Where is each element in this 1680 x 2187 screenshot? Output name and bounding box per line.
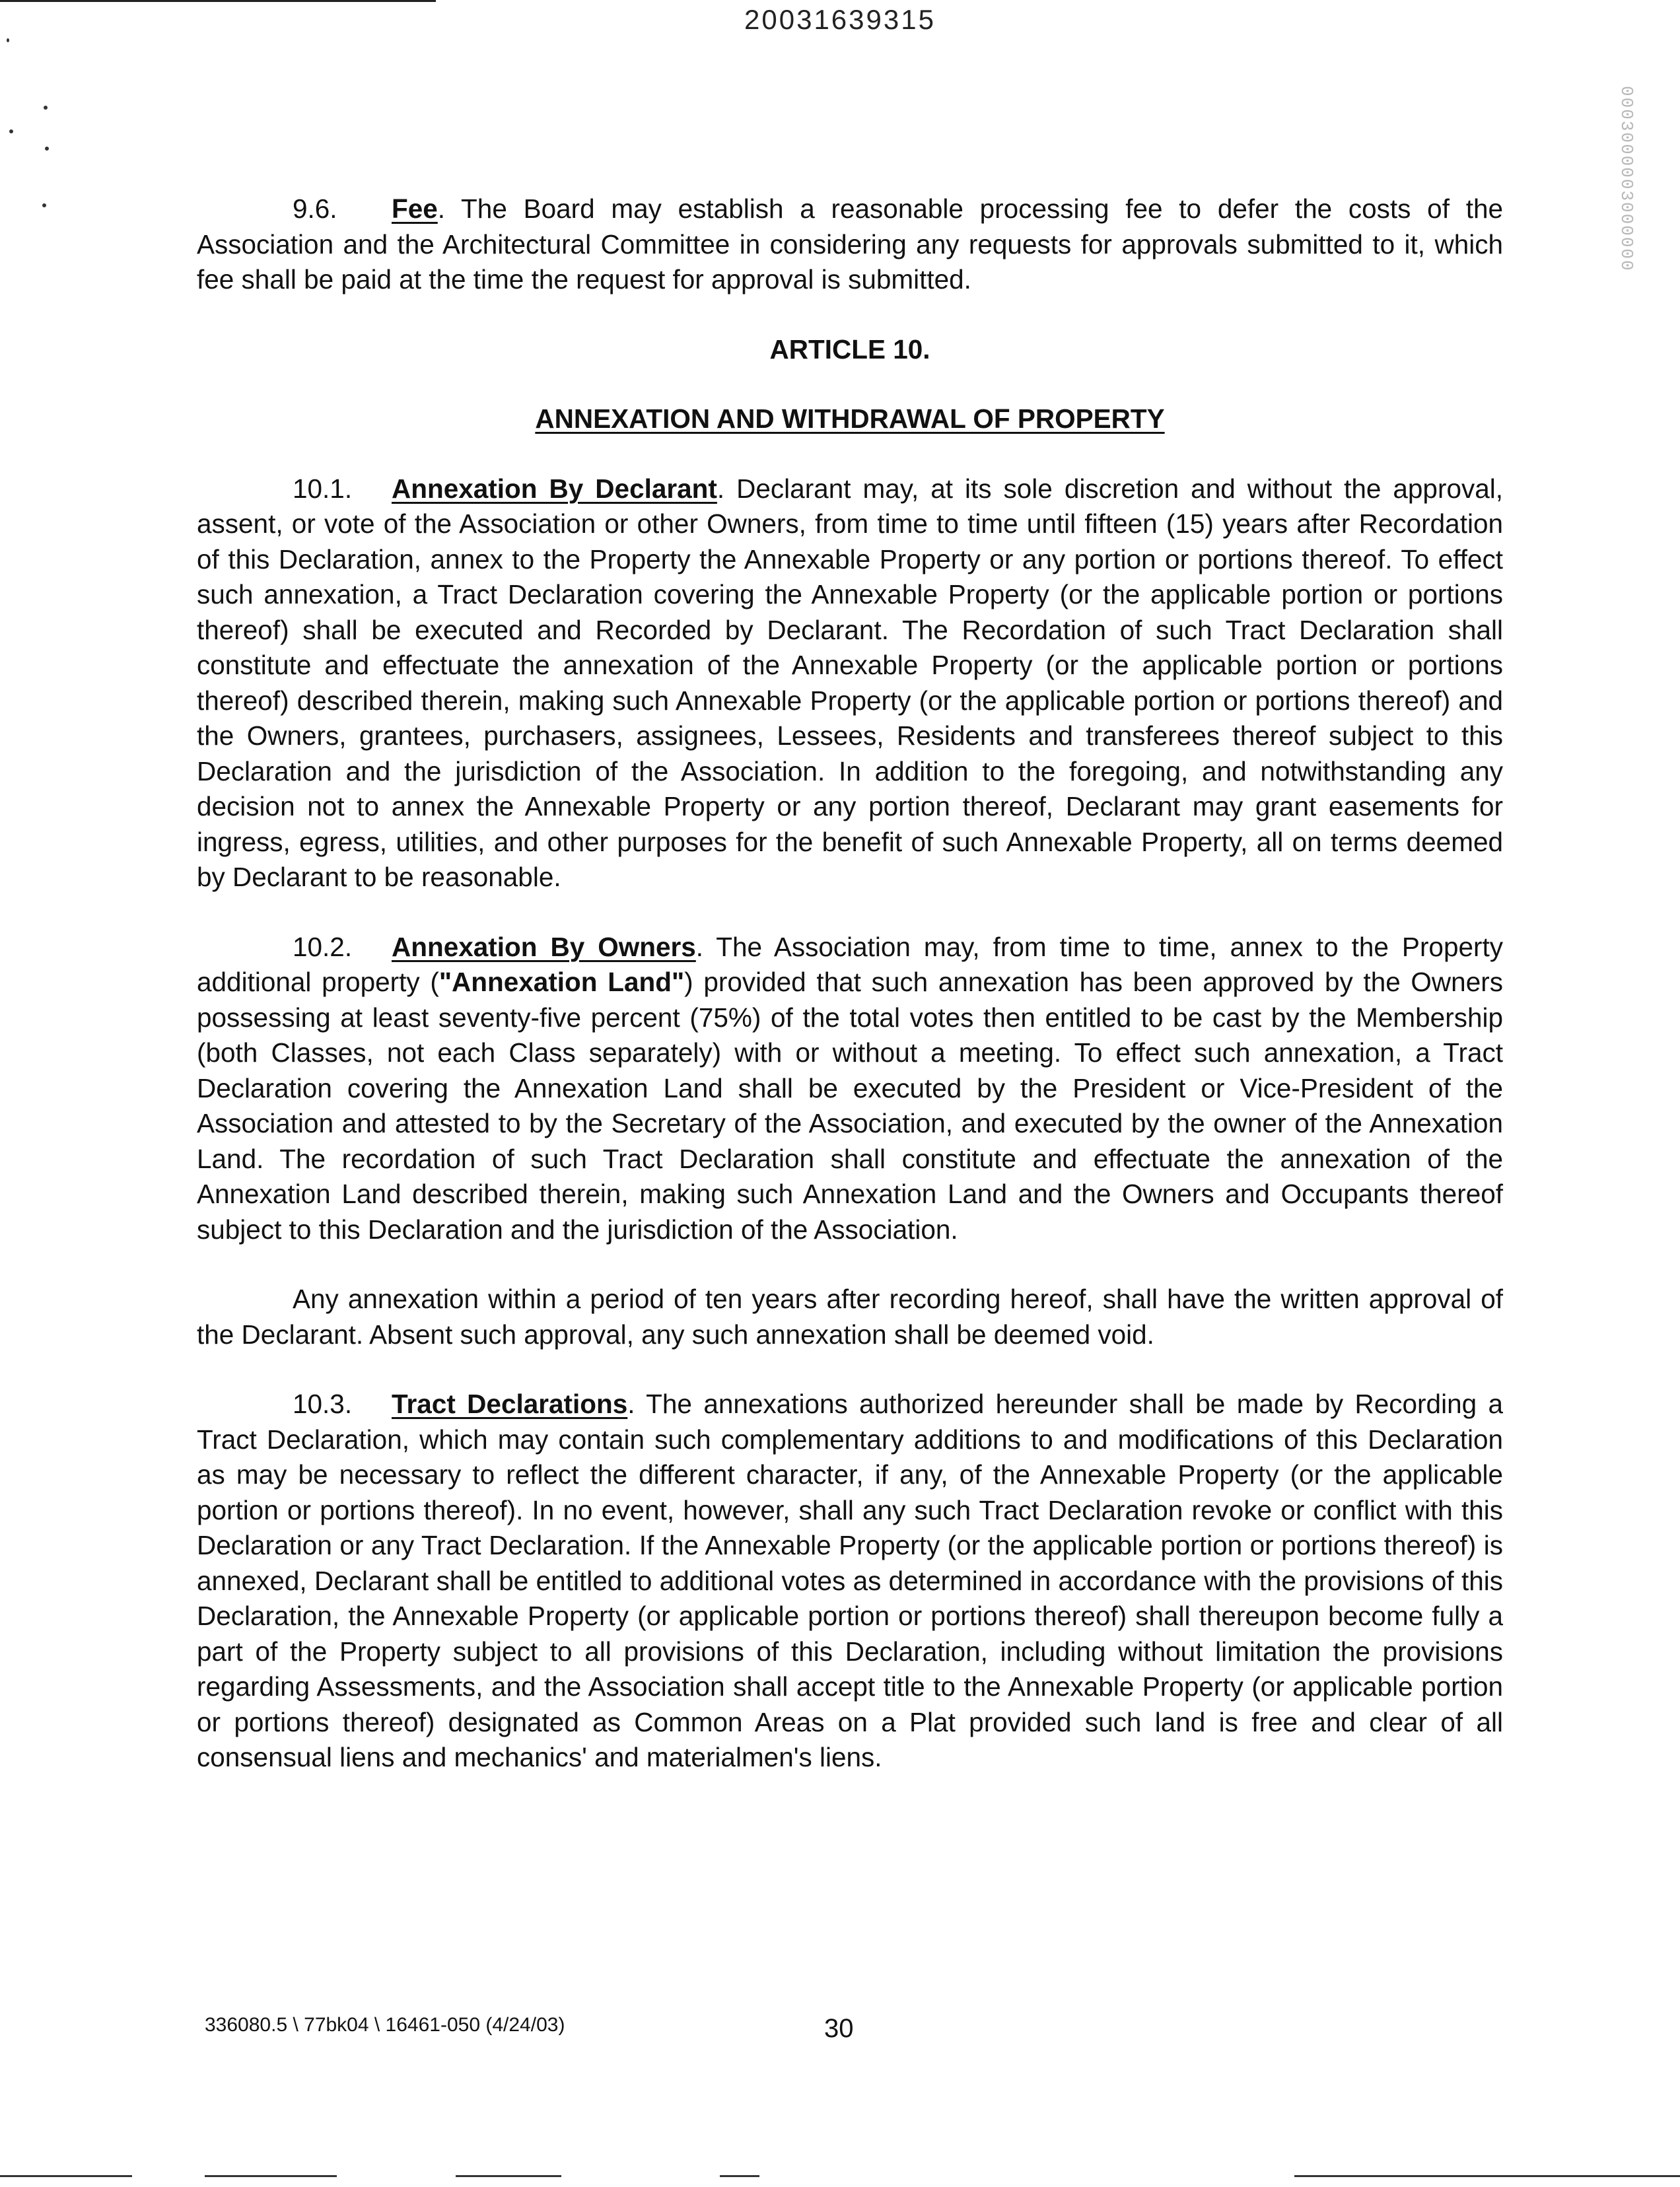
footer-document-id: 336080.5 \ 77bk04 \ 16461-050 (4/24/03) <box>205 2014 565 2036</box>
section-title: Annexation By Owners <box>392 931 696 962</box>
bottom-rule <box>0 2175 132 2177</box>
section-title: Fee <box>392 193 438 224</box>
top-rule <box>0 0 436 2</box>
bottom-rule <box>720 2175 759 2177</box>
bottom-rule <box>205 2175 337 2177</box>
scan-speck <box>44 106 48 110</box>
bottom-rule <box>456 2175 561 2177</box>
defined-term: "Annexation Land" <box>438 967 685 997</box>
side-stamp: 0003000003000000 <box>1617 86 1636 272</box>
section-number: 10.2. <box>293 931 353 962</box>
article-label: ARTICLE 10. <box>769 333 930 364</box>
scan-speck <box>7 38 9 42</box>
article-title: ANNEXATION AND WITHDRAWAL OF PROPERTY <box>535 403 1165 434</box>
section-10-3 <box>197 1387 1503 1776</box>
scan-speck <box>9 129 13 133</box>
section-text-continued: ) provided that such annexation has been approved by the Owners possessing at least seventy-five percent (75%) of the total votes then entitled to be cast by the Membership (both Classes, not each Class separately) with or without a meeting. To effect such annexation, a Tract Declaration covering the Annexation Land shall be executed by the President or Vice-President of the Association and attested to by the Secretary of the Association, and executed by the owner of the Annexation Land. The recordation of such Tract Declaration shall constitute and effectuate the annexation of the Annexation Land described therein, making such Annexation Land and the Owners and Occupants thereof subject to this Declaration and the jurisdiction of the Association. <box>197 967 1503 1245</box>
section-text: . The Board may establish a reasonable processing fee to defer the costs of the Association and the Architectural Committee in considering any requests for approvals submitted to it, which fee shall be paid at the time the request for approval is submitted. <box>197 193 1503 295</box>
section-title: Tract Declarations <box>392 1389 628 1419</box>
recording-number: 20031639315 <box>744 4 936 35</box>
annexation-note: Any annexation within a period of ten years after recording hereof, shall have the written approval of the Declarant. Absent such approval, any such annexation shall be deemed void. <box>197 1284 1503 1350</box>
scan-speck <box>45 147 49 151</box>
section-10-1 <box>197 471 1503 895</box>
section-number: 10.1. <box>293 473 353 504</box>
scan-speck <box>42 203 46 207</box>
section-9-6 <box>197 191 1503 298</box>
section-text: . Declarant may, at its sole discretion and without the approval, assent, or vote of the Association or other Owners, from time to time until fifteen (15) years after Recordation of this Declaration, annex to the Property the Annexable Property or any portion or portions thereof. To effect such annexation, a Tract Declaration covering the Annexable Property (or the applicable portion or portions thereof) shall be executed and Recorded by Declarant. The Recordation of such Tract Declaration shall constitute and effectuate the annexation of the Annexable Property (or the applicable portion or portions thereof) described therein, making such Annexable Property (or the applicable portion or portions thereof) and the Owners, grantees, purchasers, assignees, Lessees, Residents and transferees thereof subject to this Declaration and the jurisdiction of the Association. In addition to the foregoing, and notwithstanding any decision not to annex the Annexable Property or any portion thereof, Declarant may grant easements for ingress, egress, utilities, and other purposes for the benefit of such Annexable Property, all on terms deemed by Declarant to be reasonable. <box>197 473 1503 892</box>
section-number: 9.6. <box>293 193 337 224</box>
section-text: . The annexations authorized hereunder shall be made by Recording a Tract Declaration, which may contain such complementary additions to and modifications of this Declaration as may be necessary to reflect the different character, if any, of the Annexable Property (or the applicable portion or portions thereof). In no event, however, shall any such Tract Declaration revoke or conflict with this Declaration or any Tract Declaration. If the Annexable Property (or the applicable portion or portions thereof) is annexed, Declarant shall be entitled to additional votes as determined in accordance with the provisions of this Declaration, the Annexable Property (or applicable portion or portions thereof) shall thereupon become fully a part of the Property subject to all provisions of this Declaration, including without limitation the provisions regarding Assessments, and the Association shall accept title to the Annexable Property (or applicable portion or portions thereof) designated as Common Areas on a Plat provided such land is free and clear of all consensual liens and mechanics' and materialmen's liens. <box>197 1389 1504 1772</box>
section-title: Annexation By Declarant <box>392 473 717 504</box>
section-number: 10.3. <box>293 1389 353 1419</box>
section-text: . The Association may, from time to time, annex to the Property additional property ( <box>197 931 1503 997</box>
section-10-2 <box>197 930 1503 1248</box>
bottom-rule <box>1294 2175 1680 2177</box>
document-body <box>197 191 1503 1810</box>
page-number: 30 <box>824 2014 854 2043</box>
